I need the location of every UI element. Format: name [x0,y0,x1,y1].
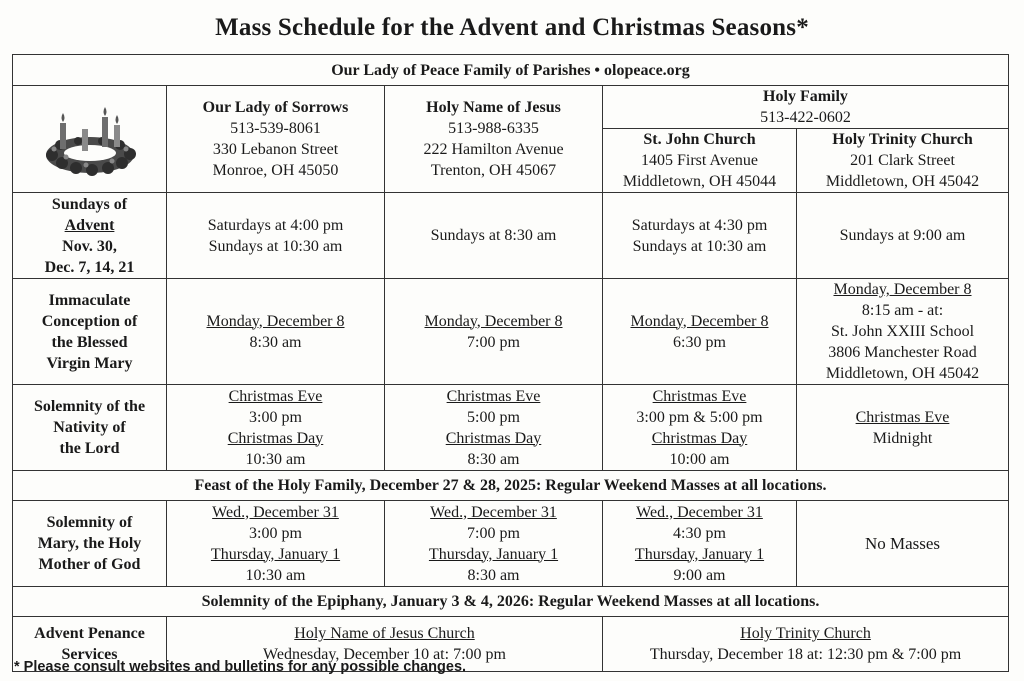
mass-time: 8:30 am [467,450,520,468]
church-city: Middletown, OH 45042 [825,173,980,190]
mass-time: Sundays at 10:30 am [632,237,767,255]
mass-date: Christmas Day [651,429,748,447]
mass-time: 6:30 pm [673,333,726,351]
row-label-line: Sundays of [51,195,128,213]
church-city: Trenton, OH 45067 [430,162,557,179]
row-label-line: the Blessed [51,333,128,351]
footnote: * Please consult websites and bulletins for any possible changes. [14,659,467,675]
mass-time: 3:00 pm [249,408,302,426]
row-label-advent [13,193,167,279]
church-street: 201 Clark Street [850,152,955,169]
church-name: Holy Name of Jesus [426,99,561,116]
mary-trinity [797,501,1009,587]
row-label-line: Virgin Mary [46,354,133,372]
mass-time: 3:00 pm [249,524,302,542]
church-stjohn-header [603,129,797,193]
mass-date: Christmas Eve [855,408,950,426]
row-label-mary [13,501,167,587]
mass-date: Wed., December 31 [636,503,763,521]
mass-date: Wed., December 31 [212,503,339,521]
row-label-line: Advent [64,216,115,234]
nativity-sorrows [167,385,385,471]
church-phone: 513-422-0602 [760,109,851,126]
penance-time: Wednesday, December 10 at: 7:00 pm [263,646,506,663]
mass-time: 10:00 am [669,450,730,468]
mass-date: Monday, December 8 [424,312,563,330]
church-phone: 513-539-8061 [230,120,321,137]
row-label-line: Solemnity of [46,514,133,531]
nativity-trinity [797,385,1009,471]
church-holyfamily-header [603,86,1009,129]
page-title: Mass Schedule for the Advent and Christmas Seasons* [215,14,809,41]
row-label-line: Nativity of [53,419,126,436]
mass-time: 8:30 am [249,333,302,351]
mass-time: Saturdays at 4:00 pm [207,216,344,234]
church-street: 1405 First Avenue [640,152,759,169]
immaculate-trinity [797,279,1009,385]
mass-date: Monday, December 8 [206,312,345,330]
church-name: Holy Trinity Church [832,131,973,148]
mass-date: Thursday, January 1 [210,545,341,563]
mass-time: 8:30 am [467,566,520,584]
penance-church: Holy Name of Jesus Church [294,625,475,642]
holy-family-feast-banner: Feast of the Holy Family, December 27 & 28, 2025: Regular Weekend Masses at all locations. [13,471,1009,501]
mary-sorrows [167,501,385,587]
immaculate-stjohn [603,279,797,385]
mass-date: Monday, December 8 [630,312,769,330]
immaculate-sorrows [167,279,385,385]
mass-location: 3806 Manchester Road [828,344,977,361]
mass-date: Wed., December 31 [430,503,557,521]
mass-date: Monday, December 8 [833,281,972,298]
mass-time: 8:15 am - at: [861,302,944,319]
row-label-line: Immaculate [48,291,131,309]
mass-date: Christmas Eve [652,387,747,405]
church-street: 330 Lebanon Street [212,141,339,158]
church-trinity-header [797,129,1009,193]
mass-time: 10:30 am [245,566,306,584]
church-phone: 513-988-6335 [448,120,539,137]
row-label-line: Conception of [41,312,138,330]
church-city: Monroe, OH 45050 [212,162,339,179]
row-label-line: Mother of God [38,556,141,573]
epiphany-banner: Solemnity of the Epiphany, January 3 & 4, 2026: Regular Weekend Masses at all locations. [13,587,1009,617]
church-sorrows-header [167,86,385,193]
row-label-immaculate [13,279,167,385]
row-label-nativity [13,385,167,471]
penance-time: Thursday, December 18 at: 12:30 pm & 7:00 pm [649,646,962,663]
row-label-line: Advent Penance [34,625,145,642]
mass-time: Sundays at 8:30 am [430,227,557,244]
mass-date: Christmas Eve [228,387,323,405]
row-label-line: the Lord [59,440,120,457]
advent-stjohn [603,193,797,279]
penance-church: Holy Trinity Church [740,625,871,642]
mass-date: Christmas Eve [446,387,541,405]
mass-schedule-table [12,54,1009,672]
church-city: Middletown, OH 45044 [622,173,777,190]
row-label-line: Mary, the Holy [37,535,142,552]
mass-time: 7:00 pm [467,333,520,351]
mass-time: 3:00 pm & 5:00 pm [636,408,763,426]
nativity-stjohn [603,385,797,471]
advent-wreath-icon [42,99,138,179]
mass-location: Middletown, OH 45042 [825,365,980,382]
immaculate-holyname [385,279,603,385]
mass-time: Midnight [872,429,933,447]
mass-time: 5:00 pm [467,408,520,426]
mass-date: Thursday, January 1 [428,545,559,563]
row-label-line: Services [61,646,118,663]
parish-banner: Our Lady of Peace Family of Parishes • olopeace.org [13,55,1009,86]
mass-time: 9:00 am [673,566,726,584]
mass-time: Saturdays at 4:30 pm [631,216,768,234]
mass-time: Sundays at 9:00 am [839,227,966,244]
mary-stjohn [603,501,797,587]
advent-sorrows [167,193,385,279]
nativity-holyname [385,385,603,471]
penance-trinity [603,617,1009,672]
mass-date: Christmas Day [445,429,542,447]
advent-wreath-cell [13,86,167,193]
row-label-line: Nov. 30, [62,237,117,255]
mass-time: 7:00 pm [467,524,520,542]
advent-holyname [385,193,603,279]
church-name: Holy Family [763,88,848,105]
row-label-line: Solemnity of the [33,398,146,415]
mass-time: No Masses [864,533,941,553]
mary-holyname [385,501,603,587]
mass-date: Thursday, January 1 [634,545,765,563]
row-label-line: Dec. 7, 14, 21 [44,258,135,276]
advent-trinity [797,193,1009,279]
church-street: 222 Hamilton Avenue [423,141,564,158]
church-name: St. John Church [643,131,756,148]
mass-time: 4:30 pm [673,524,726,542]
church-holyname-header [385,86,603,193]
mass-date: Christmas Day [227,429,324,447]
mass-time: Sundays at 10:30 am [208,237,343,255]
mass-location: St. John XXIII School [830,323,975,340]
church-name: Our Lady of Sorrows [202,99,349,116]
mass-time: 10:30 am [245,450,306,468]
